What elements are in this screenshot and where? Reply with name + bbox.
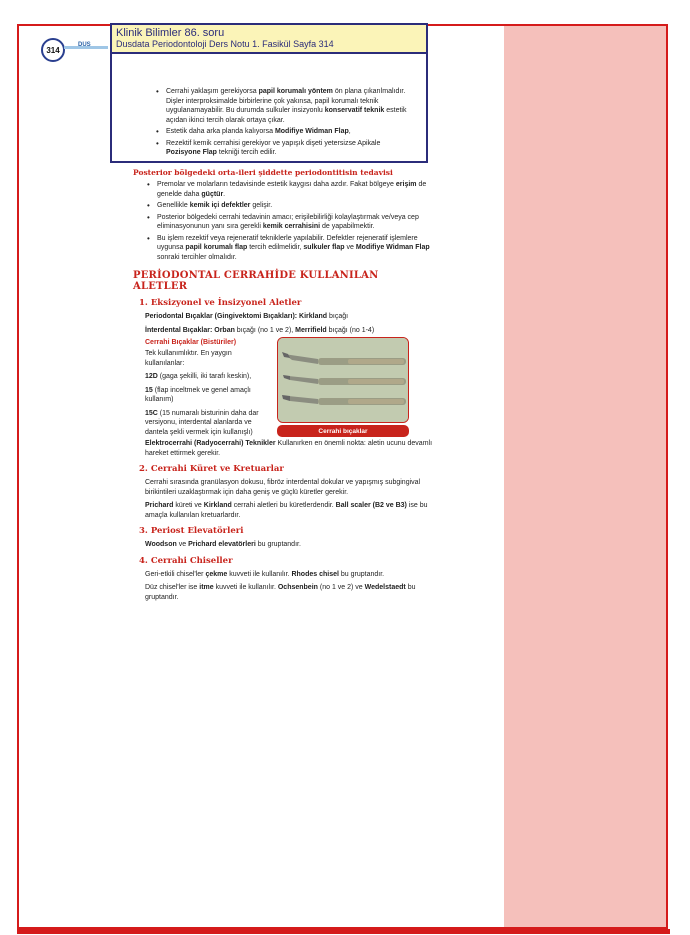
list-item: • Estetik daha arka planda kalıyorsa Modifiye Widman Flap, <box>154 127 416 137</box>
scalpel-intro: Tek kullanımlıktır. En yaygın kullanılanlar: <box>145 350 232 367</box>
scalpel-item-15: 15 (flap inceltmek ve genel amaçlı kullanım) <box>145 386 251 403</box>
scalpel-item-12d: 12D (gaga şekilli, iki tarafı keskin), <box>145 373 252 380</box>
section-heading-4: 4. Cerrahi Chiseller <box>139 555 233 566</box>
scalpel-item-15c: 15C (15 numaralı bisturinin daha dar versiyonu, interdental alanlarda ve dantela şekli vermek için kullanışlı) <box>145 409 259 436</box>
main-content <box>133 150 435 606</box>
anterior-bullets <box>154 87 416 160</box>
course-label: DUS <box>78 42 91 48</box>
photo-caption: Cerrahi bıçaklar <box>277 425 409 437</box>
list-item: • Genellikle kemik içi defektler gelişir. <box>145 201 435 211</box>
posterior-bullets <box>145 180 435 262</box>
chisels-para-2: Düz chisel'ler ise itme kuvveti ile kullanılır. Ochsenbein (no 1 ve 2) ve Wedelstaedt bu gruptandır. <box>145 584 416 601</box>
scalpel-illustration <box>278 338 409 423</box>
scalpel-text <box>145 339 271 441</box>
source-note-title: Klinik Bilimler 86. soru <box>116 27 225 39</box>
elevators-para: Woodson ve Prichard elevatörleri bu gruptandır. <box>145 541 301 548</box>
section-heading-2: 2. Cerrahi Küret ve Kretuarlar <box>139 464 284 474</box>
source-note-subtitle: Dusdata Periodontoloji Ders Notu 1. Fasikül Sayfa 314 <box>116 39 334 49</box>
electrosurgery: Elektrocerrahi (Radyocerrahi) Teknikler Kullanırken en önemli nokta: aletin ucunu devamlı hareket ettirmek gerekir. <box>145 440 433 457</box>
bottom-border <box>17 929 670 934</box>
list-item: • Premolar ve molarların tedavisinde estetik kaygısı daha azdır. Fakat bölgeye erişim de genelde daha güçtür. <box>145 180 435 199</box>
periodontal-knives: Periodontal Bıçaklar (Gingivektomi Bıçakları): Kirkland bıçağı <box>145 313 349 320</box>
section-heading-1: 1. Eksizyonel ve İnsizyonel Aletler <box>139 298 302 308</box>
curettes-para-2: Prichard küreti ve Kirkland cerrahi aletleri bu küretlerdendir. Ball scaler (B2 ve B3) ise bu amaçla kullanılan kretuarlardır. <box>145 502 428 519</box>
list-item: • Posterior bölgedeki cerrahi tedavinin amacı; erişilebilirliği kolaylaştırmak ve/veya cep eliminasyonunun yanı sıra gerekli kemik cerrahisini de yapabilmektir. <box>145 213 435 232</box>
list-item: • Bu işlem rezektif veya rejeneratif tekniklerle yapılabilir. Defektler rejeneratif işlemlere uygunsa papil korumalı flap tercih edilmelidir, sulkuler flap ve Modifiye Widman Flap sonraki tercihler olmalıdır. <box>145 234 435 263</box>
scalpel-heading: Cerrahi Bıçaklar (Bistüriler) <box>145 339 237 346</box>
scalpel-section <box>145 339 435 439</box>
section-heading-3: 3. Periost Elevatörleri <box>139 526 244 536</box>
chisels-para-1: Geri-etkili chisel'ler çekme kuvveti ile kullanılır. Rhodes chisel bu gruptandır. <box>145 570 385 578</box>
page-number: 314 <box>41 38 65 62</box>
list-item: • Cerrahi yaklaşım gerekiyorsa papil korumalı yöntem ön plana çıkarılmalıdır. Dişler interproksimalde birbirlerine çok yakınsa, papil korumalı teknik uygulanamayabilir. Bu durumda sulkuler insizyonlu konservatif teknik estetik açıdan ikinci tercih olarak ortaya çıkar. <box>154 87 416 125</box>
list-item: • Rezektif kemik cerrahisi gerekiyor ve yapışık dişeti yetersizse Apikale Pozisyone Flap tekniği tercih edilir. <box>154 139 416 158</box>
posterior-heading: Posterior bölgedeki orta-ileri şiddette periodontitisin tedavisi <box>133 168 393 177</box>
interdental-knives: İnterdental Bıçaklar: Orban bıçağı (no 1 ve 2), Merrifield bıçağı (no 1-4) <box>145 326 375 334</box>
section-title: PERİODONTAL CERRAHİDE KULLANILAN ALETLER <box>133 270 379 292</box>
side-margin-band <box>504 26 666 927</box>
source-note-header <box>112 25 426 54</box>
curettes-para-1: Cerrahi sırasında granülasyon dokusu, fibröz interdental dokular ve yapışmış subgingival birikintileri uzaklaştırmak için daha geniş ve güçlü küretler gerekir. <box>145 479 421 496</box>
surgical-blades-photo <box>277 337 409 423</box>
source-note-box <box>110 23 428 163</box>
